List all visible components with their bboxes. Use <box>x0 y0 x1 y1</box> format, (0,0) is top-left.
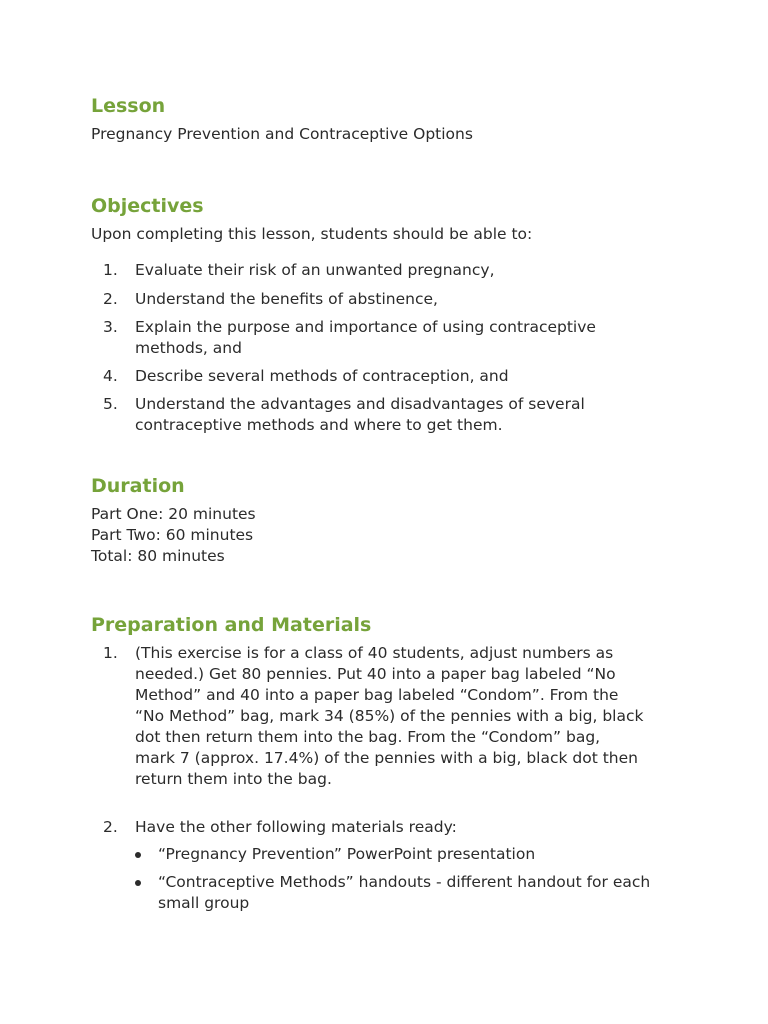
materials-text: “Contraceptive Methods” handouts - different handout for each <box>158 873 651 891</box>
objective-item-2 <box>91 289 691 310</box>
duration-total: Total: 80 minutes <box>91 547 225 565</box>
objective-text: contraceptive methods and where to get them. <box>135 416 503 434</box>
materials-bullet-item-1 <box>135 844 695 865</box>
objectives-intro: Upon completing this lesson, students should be able to: <box>91 225 533 243</box>
duration-part-two: Part Two: 60 minutes <box>91 526 254 544</box>
preparation-text: “No Method” bag, mark 34 (85%) of the pennies with a big, black <box>135 707 644 725</box>
preparation-text: return them into the bag. <box>135 770 332 788</box>
objective-text: Understand the benefits of abstinence, <box>135 290 438 308</box>
list-number: 4. <box>103 367 118 385</box>
list-number: 1. <box>103 644 118 662</box>
preparation-item-1 <box>91 643 691 790</box>
materials-text: small group <box>158 894 250 912</box>
list-number: 1. <box>103 261 118 279</box>
list-number: 5. <box>103 395 118 413</box>
preparation-text: (This exercise is for a class of 40 students, adjust numbers as <box>135 644 614 662</box>
materials-bullet-list <box>135 844 695 914</box>
preparation-text: needed.) Get 80 pennies. Put 40 into a paper bag labeled “No <box>135 665 616 683</box>
bullet-icon <box>135 852 141 858</box>
duration-part-one: Part One: 20 minutes <box>91 505 256 523</box>
materials-text: “Pregnancy Prevention” PowerPoint presentation <box>158 845 536 863</box>
list-number: 2. <box>103 818 118 836</box>
objective-text: Describe several methods of contraception, and <box>135 367 509 385</box>
objective-item-3 <box>91 317 691 359</box>
objective-text: methods, and <box>135 339 242 357</box>
bullet-icon <box>135 880 141 886</box>
list-number: 3. <box>103 318 118 336</box>
preparation-text: dot then return them into the bag. From the “Condom” bag, <box>135 728 601 746</box>
preparation-heading: Preparation and Materials <box>91 614 372 636</box>
duration-heading: Duration <box>91 475 185 497</box>
materials-bullet-item-2 <box>135 872 695 914</box>
objective-text: Explain the purpose and importance of using contraceptive <box>135 318 596 336</box>
objective-text: Understand the advantages and disadvantages of several <box>135 395 585 413</box>
objective-text: Evaluate their risk of an unwanted pregnancy, <box>135 261 495 279</box>
preparation-text: mark 7 (approx. 17.4%) of the pennies with a big, black dot then <box>135 749 638 767</box>
lesson-heading: Lesson <box>91 95 166 117</box>
preparation-list-item-1 <box>91 643 691 790</box>
preparation-list-item-2 <box>91 817 691 838</box>
objective-item-4 <box>91 366 691 387</box>
list-number: 2. <box>103 290 118 308</box>
objective-item-5 <box>91 394 691 436</box>
preparation-text: Have the other following materials ready: <box>135 818 457 836</box>
objectives-heading: Objectives <box>91 195 204 217</box>
preparation-text: Method” and 40 into a paper bag labeled “Condom”. From the <box>135 686 619 704</box>
objectives-list <box>91 260 691 436</box>
objective-item-1 <box>91 260 691 281</box>
preparation-item-2 <box>91 817 691 838</box>
lesson-title: Pregnancy Prevention and Contraceptive Options <box>91 125 473 143</box>
